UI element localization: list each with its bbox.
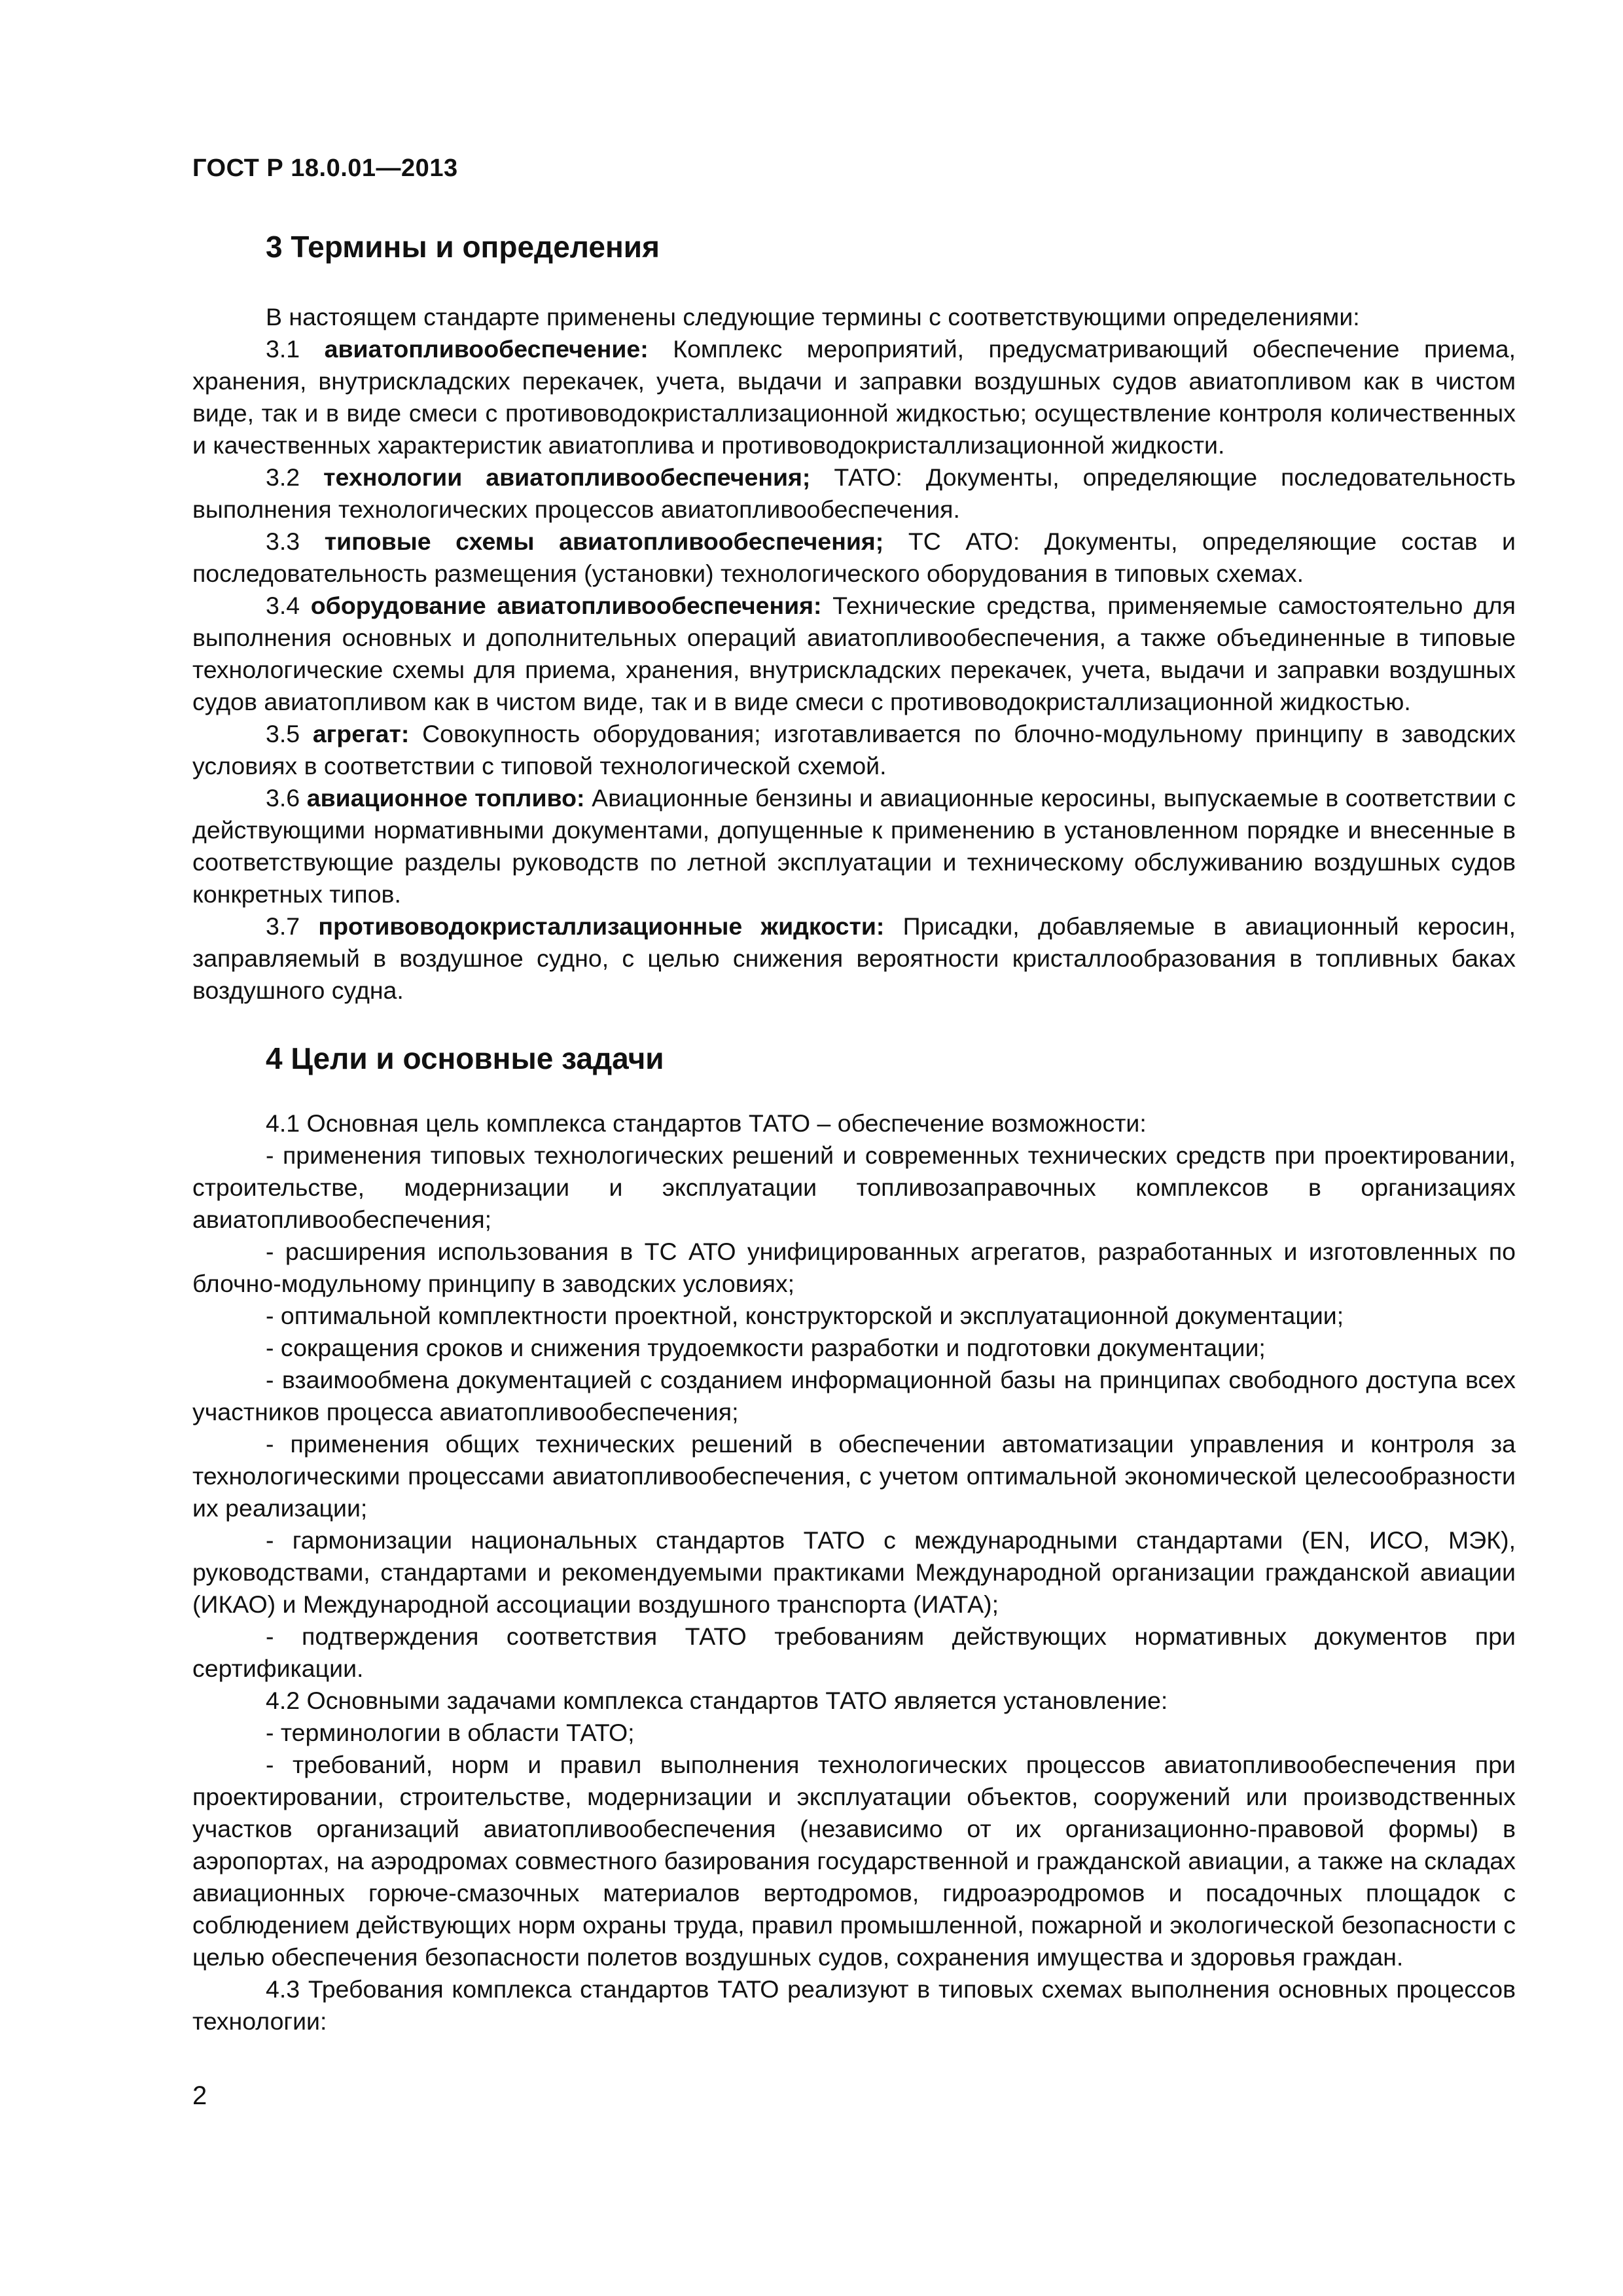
term-definition: [192, 590, 1516, 718]
body-paragraph: - применения типовых технологических решений и современных технических средств при проектировании, строительстве, модернизации и эксплуатации топливозаправочных комплексов в организациях авиатопливообеспечения;: [192, 1141, 1516, 1233]
term-name: авиатопливообеспечение:: [324, 335, 649, 363]
term-number: 3.4: [266, 592, 300, 619]
page-number: 2: [192, 2081, 207, 2110]
term-text: Совокупность оборудования; изготавливается по блочно-модульному принципу в заводских условиях в соответствии с типовой технологической схемой.: [192, 720, 1516, 780]
terms-list: [192, 333, 1516, 1007]
body-paragraph: - требований, норм и правил выполнения технологических процессов авиатопливообеспечения при проектировании, строительстве, модернизации и эксплуатации объектов, сооружений или производственных участков организаций авиатопливообеспечения (независимо от их организационно-правовой формы) в аэропортах, на аэродромах совместного базирования государственной и гражданской авиации, а также на складах авиационных горюче-смазочных материалов вертодромов, гидроаэродромов и посадочных площадок с соблюдением действующих норм охраны труда, правил промышленной, пожарной и экологической безопасности с целью обеспечения безопасности полетов воздушных судов, сохранения имущества и здоровья граждан.: [192, 1751, 1516, 1971]
page-content: [192, 228, 1516, 2037]
term-number: 3.5: [266, 720, 300, 747]
term-text: Комплекс мероприятий, предусматривающий обеспечение приема, хранения, внутрискладских перекачек, учета, выдачи и заправки воздушных судов авиатопливом как в чистом виде, так и в виде смеси с противоводокристаллизационной жидкостью; осуществление контроля количественных и качественных характеристик авиатоплива и противоводокристаллизационной жидкости.: [192, 335, 1516, 459]
term-text: Присадки, добавляемые в авиационный керосин, заправляемый в воздушное судно, с целью снижения вероятности кристаллообразования в топливных баках воздушного судна.: [192, 912, 1516, 1004]
body-paragraph: - терминологии в области ТАТО;: [266, 1719, 635, 1746]
term-name: агрегат:: [312, 720, 410, 747]
term-number: 3.1: [266, 335, 300, 363]
term-text: ТС АТО: Документы, определяющие состав и последовательность размещения (установки) технологического оборудования в типовых схемах.: [192, 528, 1516, 587]
document-code: ГОСТ Р 18.0.01—2013: [192, 154, 458, 182]
term-number: 3.3: [266, 528, 300, 555]
body-paragraph: 4.2 Основными задачами комплекса стандартов ТАТО является установление:: [266, 1687, 1168, 1714]
body-paragraph: - оптимальной комплектности проектной, конструкторской и эксплуатационной документации;: [266, 1302, 1344, 1329]
term-number: 3.2: [266, 463, 300, 491]
section-3-intro: В настоящем стандарте применены следующие термины с соответствующими определениями:: [266, 303, 1360, 331]
term-definition: [192, 910, 1516, 1007]
body-paragraph: - расширения использования в ТС АТО унифицированных агрегатов, разработанных и изготовленных по блочно-модульному принципу в заводских условиях;: [192, 1238, 1516, 1297]
term-number: 3.7: [266, 912, 300, 940]
term-definition: [192, 333, 1516, 461]
body-paragraph: 4.1 Основная цель комплекса стандартов ТАТО – обеспечение возможности:: [266, 1109, 1147, 1137]
term-text: Авиационные бензины и авиационные керосины, выпускаемые в соответствии с действующими нормативными документами, допущенные к применению в установленном порядке и внесенные в соответствующие разделы руководств по летной эксплуатации и техническому обслуживанию воздушных судов конкретных типов.: [192, 784, 1516, 908]
term-text: ТАТО: Документы, определяющие последовательность выполнения технологических процессов авиатопливообеспечения.: [192, 463, 1516, 523]
body-paragraph: - гармонизации национальных стандартов ТАТО с международными стандартами (EN, ИСО, МЭК), руководствами, стандартами и рекомендуемыми практиками Международной организации гражданской авиации (ИКАО) и Международной ассоциации воздушного транспорта (ИАТА);: [192, 1526, 1516, 1618]
term-definition: [192, 526, 1516, 590]
section-4-body: [192, 1107, 1516, 2037]
term-number: 3.6: [266, 784, 300, 812]
term-name: противоводокристаллизационные жидкости:: [318, 912, 885, 940]
term-name: технологии авиатопливообеспечения;: [323, 463, 811, 491]
term-text: Технические средства, применяемые самостоятельно для выполнения основных и дополнительных операций авиатопливообеспечения, а также объединенные в типовые технологические схемы для приема, хранения, внутрискладских перекачек, учета, выдачи и заправки воздушных судов авиатопливом как в чистом виде, так и в виде смеси с противоводокристаллизационной жидкостью.: [192, 592, 1516, 715]
section-4-title: 4 Цели и основные задачи: [266, 1041, 664, 1075]
body-paragraph: - взаимообмена документацией с созданием информационной базы на принципах свободного доступа всех участников процесса авиатопливообеспечения;: [192, 1366, 1516, 1426]
term-name: типовые схемы авиатопливообеспечения;: [324, 528, 884, 555]
section-3-title: 3 Термины и определения: [266, 230, 660, 264]
term-definition: [192, 461, 1516, 526]
term-name: авиационное топливо:: [306, 784, 585, 812]
body-paragraph: - подтверждения соответствия ТАТО требованиям действующих нормативных документов при сертификации.: [192, 1623, 1516, 1682]
term-definition: [192, 718, 1516, 782]
term-definition: [192, 782, 1516, 910]
body-paragraph: - применения общих технических решений в обеспечении автоматизации управления и контроля за технологическими процессами авиатопливообеспечения, с учетом оптимальной экономической целесообразности их реализации;: [192, 1430, 1516, 1522]
body-paragraph: 4.3 Требования комплекса стандартов ТАТО реализуют в типовых схемах выполнения основных процессов технологии:: [192, 1975, 1516, 2035]
body-paragraph: - сокращения сроков и снижения трудоемкости разработки и подготовки документации;: [266, 1334, 1266, 1361]
term-name: оборудование авиатопливообеспечения:: [310, 592, 822, 619]
